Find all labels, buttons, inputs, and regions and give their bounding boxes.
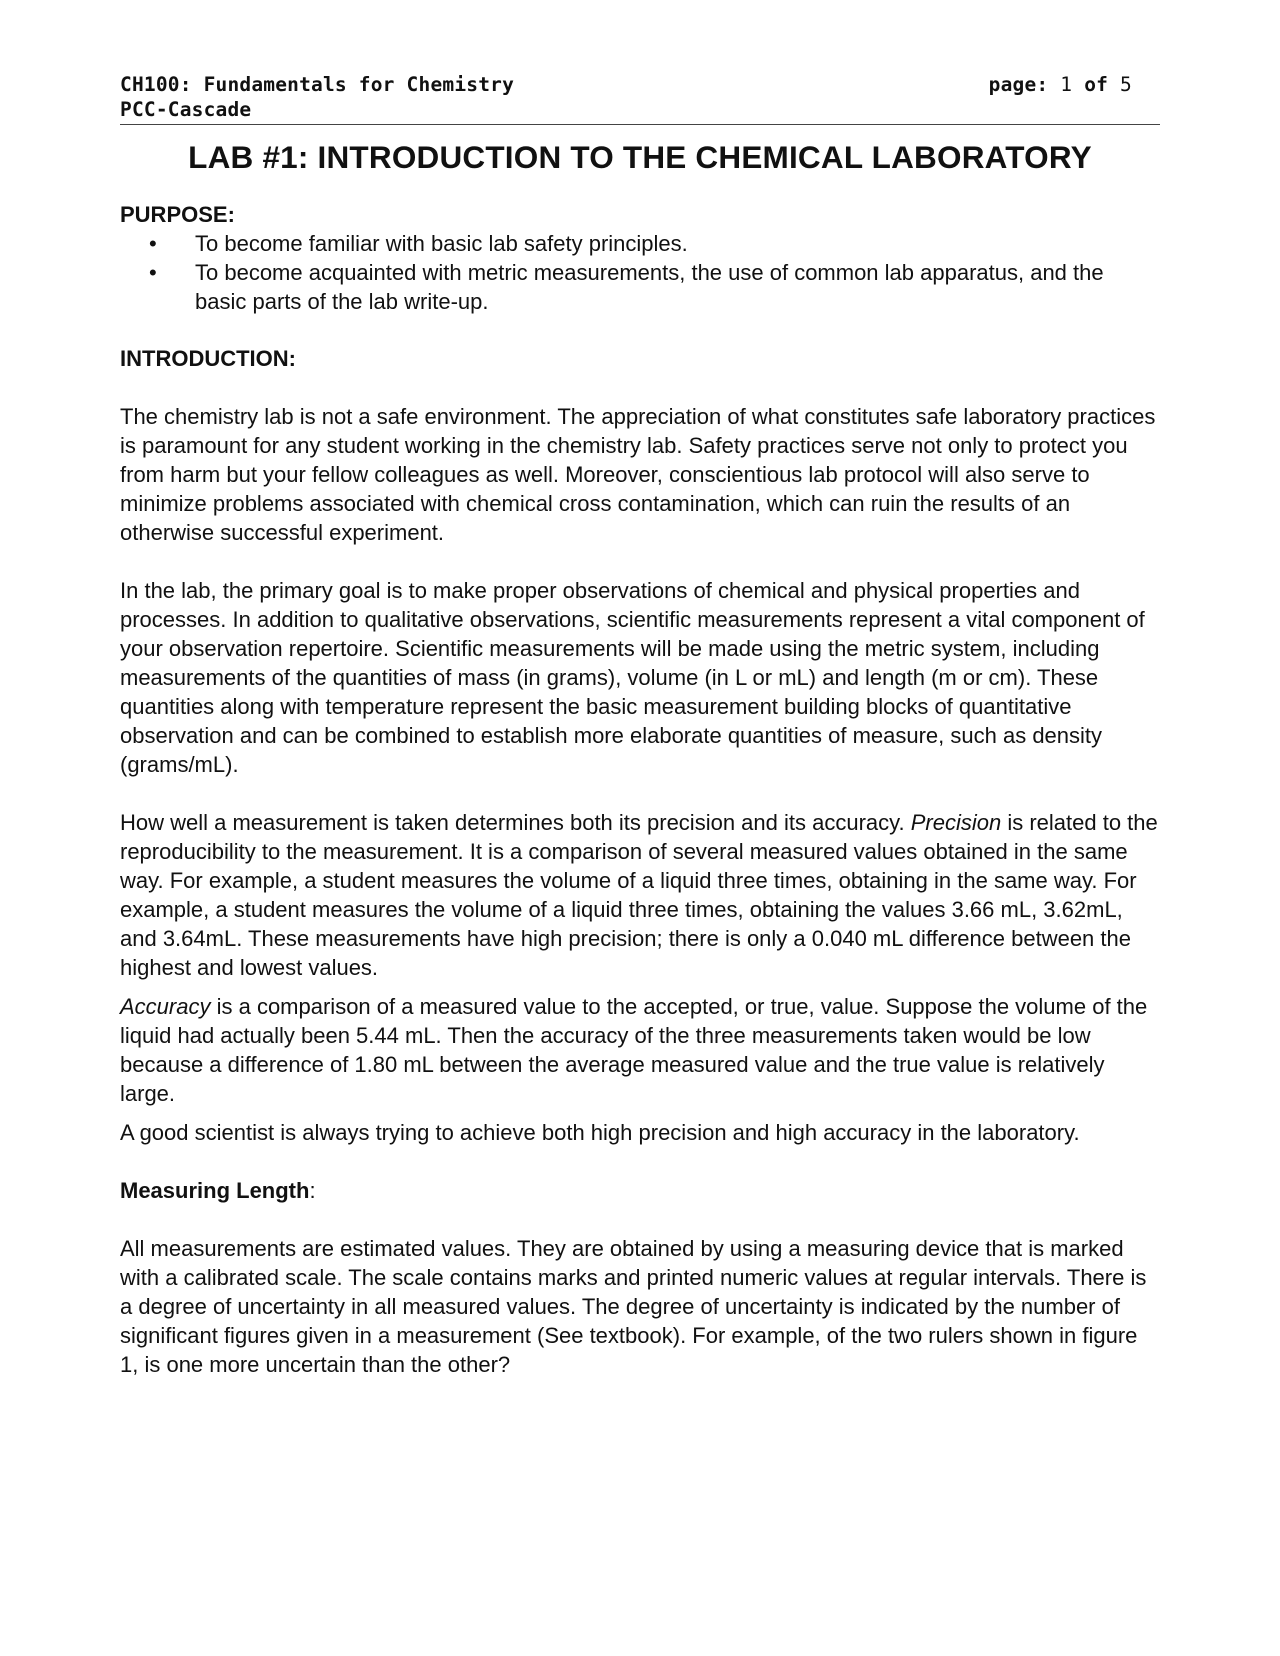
- accuracy-body: is a comparison of a measured value to the accepted, or true, value. Suppose the volume of the liquid had actually been 5.44 mL. Then the accuracy of the three measurements taken would be low because a difference of 1.80 mL between the average measured value and the true value is relatively large.: [120, 994, 1148, 1106]
- measuring-length-heading: [120, 1176, 1160, 1205]
- purpose-item-text: To become familiar with basic lab safety principles.: [195, 231, 688, 256]
- accuracy-term: Accuracy: [120, 994, 211, 1019]
- campus-name: PCC-Cascade: [120, 98, 252, 121]
- intro-paragraph-measurements: In the lab, the primary goal is to make proper observations of chemical and physical properties and processes. In addition to qualitative observations, scientific measurements represent a vital component of your observation repertoire. Scientific measurements will be made using the metric system, including measurements of the quantities of mass (in grams), volume (in L or mL) and length (m or cm). These quantities along with temperature represent the basic measurement building blocks of quantitative observation and can be combined to establish more elaborate quantities of measure, such as density (grams/mL).: [120, 578, 1145, 777]
- measuring-length-paragraph: All measurements are estimated values. They are obtained by using a measuring device that is marked with a calibrated scale. The scale contains marks and printed numeric values at regular intervals. There is a degree of uncertainty in all measured values. The degree of uncertainty is indicated by the number of significant figures given in a measurement (See textbook). For example, of the two rulers shown in figure 1, is one more uncertain than the other?: [120, 1236, 1147, 1377]
- intro-paragraph-precision: [120, 808, 1160, 982]
- document-page: [120, 72, 1160, 1379]
- page-of: of: [1084, 73, 1109, 96]
- header-left: [120, 72, 514, 122]
- page-total: 5: [1120, 73, 1132, 96]
- page-indicator: [989, 72, 1132, 97]
- page-label: page:: [988, 73, 1049, 96]
- intro-paragraph-safety: The chemistry lab is not a safe environment. The appreciation of what constitutes safe laboratory practices is paramount for any student working in the chemistry lab. Safety practices serve not only to protect you from harm but your fellow colleagues as well. Moreover, conscientious lab protocol will also serve to minimize problems associated with chemical cross contamination, which can ruin the results of an otherwise successful experiment.: [120, 404, 1156, 545]
- document-title: LAB #1: INTRODUCTION TO THE CHEMICAL LABORATORY: [188, 139, 1092, 175]
- purpose-item: [120, 229, 1160, 258]
- purpose-item: [120, 258, 1160, 316]
- introduction-heading: INTRODUCTION:: [120, 346, 296, 371]
- page-header: [120, 72, 1160, 125]
- precision-body: is related to the reproducibility to the measurement. It is a comparison of several measured values obtained in the same way. For example, a student measures the volume of a liquid three times, obtaining in the same way. For example, a student measures the volume of a liquid three times, obtaining the values 3.66 mL, 3.62mL, and 3.64mL. These measurements have high precision; there is only a 0.040 mL difference between the highest and lowest values.: [120, 810, 1158, 980]
- purpose-heading: PURPOSE:: [120, 202, 235, 227]
- purpose-item-text: To become acquainted with metric measurements, the use of common lab apparatus, and the basic parts of the lab write-up.: [195, 260, 1104, 314]
- bullet-icon: •: [149, 260, 157, 285]
- intro-paragraph-good-scientist: A good scientist is always trying to achieve both high precision and high accuracy in the laboratory.: [120, 1120, 1080, 1145]
- bullet-icon: •: [149, 231, 157, 256]
- intro-paragraph-accuracy: [120, 992, 1160, 1108]
- precision-term: Precision: [910, 810, 1002, 835]
- page-current: 1: [1060, 73, 1073, 96]
- course-title: CH100: Fundamentals for Chemistry: [120, 73, 515, 96]
- measuring-length-colon: :: [309, 1178, 316, 1203]
- precision-lead: How well a measurement is taken determines both its precision and its accuracy.: [120, 810, 911, 835]
- measuring-length-title: Measuring Length: [120, 1178, 310, 1203]
- purpose-list: [120, 229, 1160, 316]
